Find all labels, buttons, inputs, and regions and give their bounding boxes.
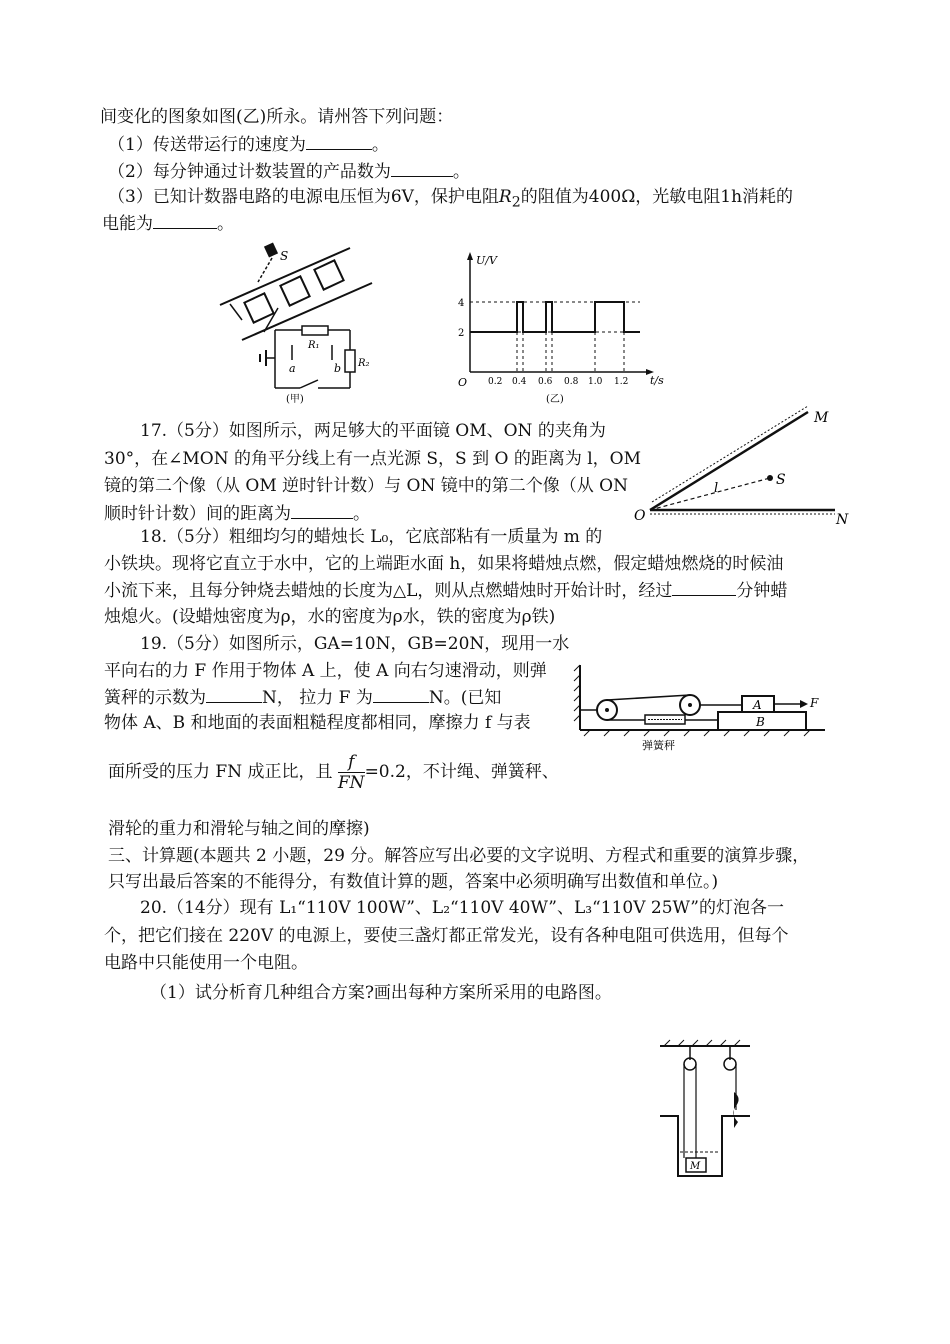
section3-line1: 三、计算题(本题共 2 小题，29 分。解答应写出必要的文字说明、方程式和重要的演算步骤，: [108, 846, 810, 866]
x-tick-0.6: 0.6: [538, 377, 553, 387]
x-tick-1.0: 1.0: [588, 377, 603, 387]
y-tick-2: 2: [458, 328, 465, 339]
q20-line4: （1）试分析育几种组合方案?画出每种方案所采用的电路图。: [150, 983, 612, 1003]
q16-part3-text-c: 电能为: [102, 214, 153, 234]
q16-part2-blank[interactable]: [391, 160, 453, 177]
figure-jia-conveyor-circuit: [200, 240, 390, 410]
q18-line3-text: 小流下来，且每分钟烧去蜡烛的长度为△L，则从点燃蜡烛时开始计时，经过: [104, 581, 673, 601]
q17-line4-end: 。: [353, 504, 370, 524]
q18-line2: 小铁块。现将它直立于水中，它的上端距水面 h，如果将蜡烛点燃，假定蜡烛燃烧的时候油: [104, 554, 784, 574]
q17-line1: 17.（5分）如图所示，两足够大的平面镜 OM、ON 的夹角为: [140, 421, 606, 441]
x-tick-1.2: 1.2: [614, 377, 629, 387]
q17-line2: 30°，在∠MON 的角平分线上有一点光源 S，S 到 O 的距离为 l，OM: [104, 449, 642, 469]
q16-part1: [108, 133, 389, 156]
product-boxes: [244, 260, 343, 322]
y-tick-4: 4: [458, 298, 465, 309]
label-m: M: [690, 1161, 701, 1172]
q17-line4-text: 顺时针计数）间的距离为: [104, 504, 291, 524]
bisector: [650, 478, 770, 510]
intro-line: 间变化的图象如图(乙)所永。请州答下列问题：: [100, 107, 454, 127]
light-source-point: [767, 475, 773, 481]
q16-part2-text: （2）每分钟通过计数装置的产品数为: [108, 162, 391, 182]
label-l: l: [714, 481, 719, 496]
fraction-denominator: FN: [337, 773, 365, 793]
label-n: N: [836, 512, 849, 528]
q16-part3-end: 。: [217, 214, 234, 234]
light-source-icon: [264, 242, 278, 257]
origin-label: O: [458, 376, 468, 389]
caption-yi: (乙): [546, 394, 564, 405]
q19-line3: [104, 686, 501, 709]
q16-part1-end: 。: [371, 135, 389, 155]
q16-part3-resistor: R: [498, 187, 512, 207]
label-f: F: [810, 696, 819, 710]
fraction-numerator: f: [338, 752, 365, 773]
q19-line5-end: =0.2，不计绳、弹簧秤、: [364, 762, 559, 782]
q19-line2: 平向右的力 F 作用于物体 A 上，使 A 向右匀速滑动，则弹: [104, 661, 547, 681]
figure-q17-mirrors: [630, 400, 850, 530]
friction-ratio-fraction: [338, 752, 365, 793]
label-b: B: [756, 715, 765, 729]
q18-line1: 18.（5分）粗细均匀的蜡烛长 L₀，它底部粘有一质量为 m 的: [140, 527, 603, 547]
q16-part3-text-b: 的阻值为400Ω，光敏电阻1h消耗的: [520, 187, 794, 207]
label-s: S: [776, 472, 786, 488]
q19-line5-text: 面所受的压力 FN 成正比，且: [108, 762, 333, 782]
q18-blank[interactable]: [672, 579, 736, 596]
q16-part2: [108, 160, 470, 183]
label-s: S: [280, 249, 289, 263]
q19-line6: 滑轮的重力和滑轮与轴之间的摩擦): [108, 819, 370, 839]
q19-line3-end: N。(已知: [428, 688, 502, 708]
q17-blank[interactable]: [291, 502, 353, 519]
x-tick-0.8: 0.8: [564, 377, 579, 387]
label-m: M: [814, 410, 829, 426]
q20-line3: 电路中只能使用一个电阻。: [104, 953, 308, 973]
q16-part3-blank[interactable]: [153, 212, 217, 229]
x-axis-label: t/s: [650, 374, 664, 387]
y-axis-label: U/V: [476, 254, 497, 267]
label-spring-scale: 弹簧秤: [642, 739, 675, 752]
x-tick-0.4: 0.4: [512, 377, 527, 387]
q19-line3-text: 簧秤的示数为: [104, 688, 206, 708]
q16-part2-end: 。: [452, 162, 470, 182]
q20-line2: 个，把它们接在 220V 的电源上，要使三盏灯都正常发光，设有各种电阻可供选用，但每个: [104, 926, 789, 946]
section3-line2: 只写出最后答案的不能得分，有数值计算的题，答案中必须明确写出数值和单位。): [108, 872, 719, 892]
q19-blank-scale[interactable]: [206, 686, 262, 703]
label-a: A: [753, 698, 762, 712]
q16-part1-blank[interactable]: [306, 133, 372, 150]
figure-q19-pulley-blocks: [570, 655, 840, 755]
label-r1: R₁: [308, 340, 320, 351]
q20-line1: 20.（14分）现有 L₁“110V 100W”、L₂“110V 40W”、L₃“110V 25W”的灯泡各一: [140, 898, 784, 918]
q19-line3-mid: N， 拉力 F 为: [262, 688, 373, 708]
q17-line3: 镜的第二个像（从 OM 逆时针计数）与 ON 镜中的第二个像（从 ON: [104, 476, 628, 496]
q19-line5: [108, 752, 559, 793]
q16-part1-text: （1）传送带运行的速度为: [108, 135, 306, 155]
label-a: a: [289, 362, 296, 375]
q18-line4: 烛熄火。(设蜡烛密度为ρ，水的密度为ρ水，铁的密度为ρ铁): [104, 607, 556, 627]
label-b: b: [334, 362, 342, 375]
voltage-waveform: [470, 302, 640, 332]
label-r2: R₂: [358, 358, 370, 369]
q17-line4: [104, 502, 370, 525]
q16-part3-resistor-sub: 2: [511, 194, 521, 211]
q16-part3: [108, 186, 793, 213]
x-tick-0.2: 0.2: [488, 377, 503, 387]
label-o: O: [634, 508, 646, 524]
mirror-om: [650, 412, 808, 510]
resistor-r2: [345, 350, 355, 372]
figure-well-pulley: [650, 1040, 760, 1180]
q18-line3-end: 分钟蜡: [736, 581, 788, 601]
q19-blank-force[interactable]: [373, 686, 429, 703]
caption-jia: (甲): [286, 394, 304, 405]
q19-line4: 物体 A、B 和地面的表面粗糙程度都相同，摩擦力 f 与表: [104, 713, 531, 733]
q16-part3-cont: [102, 212, 234, 235]
q19-line1: 19.（5分）如图所示，GA=10N，GB=20N，现用一水: [140, 634, 570, 654]
resistor-r1: [302, 326, 328, 335]
figure-yi-voltage-graph: [450, 250, 670, 410]
q18-line3: [104, 579, 787, 602]
q16-part3-text-a: （3）已知计数器电路的电源电压恒为6V，保护电阻: [108, 187, 499, 207]
